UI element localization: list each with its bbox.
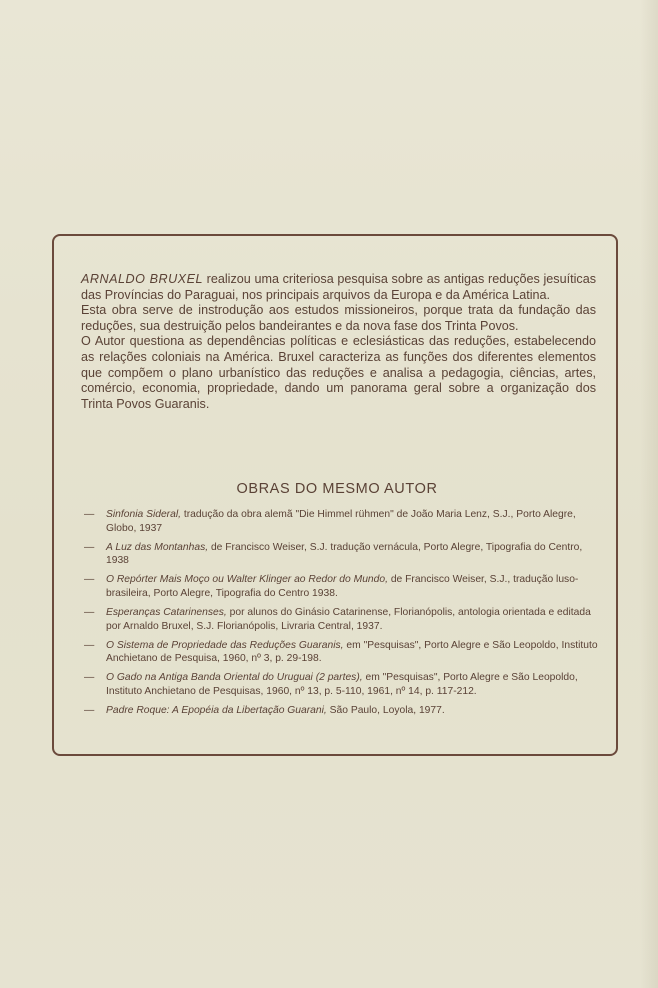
work-title: Esperanças Catarinenses, — [106, 607, 227, 619]
author-name: ARNALDO BRUXEL — [81, 272, 203, 286]
list-dash: — — [84, 705, 95, 717]
list-dash: — — [84, 639, 95, 651]
synopsis-paragraph-2: Esta obra serve de instrodução aos estudos missioneiros, porque trata da fundação das reduções, sua destruição pelos bandeirantes e da nova fase dos Trinta Povos. — [81, 303, 596, 333]
work-item — [84, 671, 604, 698]
work-item — [84, 704, 604, 718]
works-list — [84, 508, 604, 723]
works-heading: OBRAS DO MESMO AUTOR — [236, 481, 438, 497]
work-item — [84, 541, 604, 568]
work-item — [84, 639, 604, 666]
synopsis-paragraph-1 — [81, 272, 596, 303]
work-details: de Francisco Weiser, S.J. tradução vernácula, Porto Alegre, Tipografia do Centro, 1938 — [106, 541, 583, 567]
work-details: tradução da obra alemã "Die Himmel rühmen" de João Maria Lenz, S.J., Porto Alegre, Globo, 1937 — [106, 509, 576, 534]
list-dash: — — [84, 607, 95, 619]
list-dash: — — [84, 541, 95, 553]
work-title: O Sistema de Propriedade das Reduções Guaranis, — [106, 639, 344, 651]
page-edge-shadow — [640, 0, 658, 988]
list-dash: — — [84, 672, 95, 684]
synopsis-frame — [52, 234, 618, 756]
list-dash: — — [84, 509, 95, 520]
work-title: A Luz das Montanhas, — [106, 541, 209, 553]
synopsis-paragraph-3: O Autor questiona as dependências políticas e eclesiásticas das reduções, estabelecendo as relações coloniais na América. Bruxel caracteriza as funções dos diferentes elementos que compõem o plano urbanístico das reduções e analisa a pedagogia, ciências, artes, comércio, economia, propriedade, dando um panorama geral sobre a organização dos Trinta Povos Guaranis. — [81, 334, 596, 411]
work-item — [84, 573, 604, 600]
work-item — [84, 508, 604, 535]
work-details: em "Pesquisas", Porto Alegre e São Leopoldo, Instituto Anchietano de Pesquisa, 1960, nº 3, p. 29-198. — [106, 639, 598, 665]
work-details: em "Pesquisas", Porto Alegre e São Leopoldo, Instituto Anchietano de Pesquisas, 1960, nº 13, p. 5-110, 1961, nº 14, p. 117-212. — [106, 672, 578, 698]
list-dash: — — [84, 574, 95, 586]
work-title: O Gado na Antiga Banda Oriental do Uruguai (2 partes), — [106, 672, 363, 684]
work-details: São Paulo, Loyola, 1977. — [326, 705, 445, 717]
synopsis-text — [81, 272, 596, 412]
synopsis-paragraph-1-text: realizou uma criteriosa pesquisa sobre as antigas reduções jesuíticas das Províncias do Paraguai, nos principais arquivos da Europa e da América Latina. — [81, 272, 596, 302]
work-details: por alunos do Ginásio Catarinense, Florianópolis, antologia orientada e editada por Arnaldo Bruxel, S.J. Florianópolis, Livraria Central, 1937. — [106, 607, 591, 632]
work-title: O Repórter Mais Moço ou Walter Klinger ao Redor do Mundo, — [106, 574, 388, 586]
work-title: Padre Roque: A Epopéia da Libertação Guarani, — [106, 705, 327, 717]
work-title: Sinfonia Sideral, — [106, 509, 181, 520]
work-details: de Francisco Weiser, S.J., tradução luso-brasileira, Porto Alegre, Tipografia do Centro 1938. — [106, 574, 579, 599]
work-item — [84, 606, 604, 633]
